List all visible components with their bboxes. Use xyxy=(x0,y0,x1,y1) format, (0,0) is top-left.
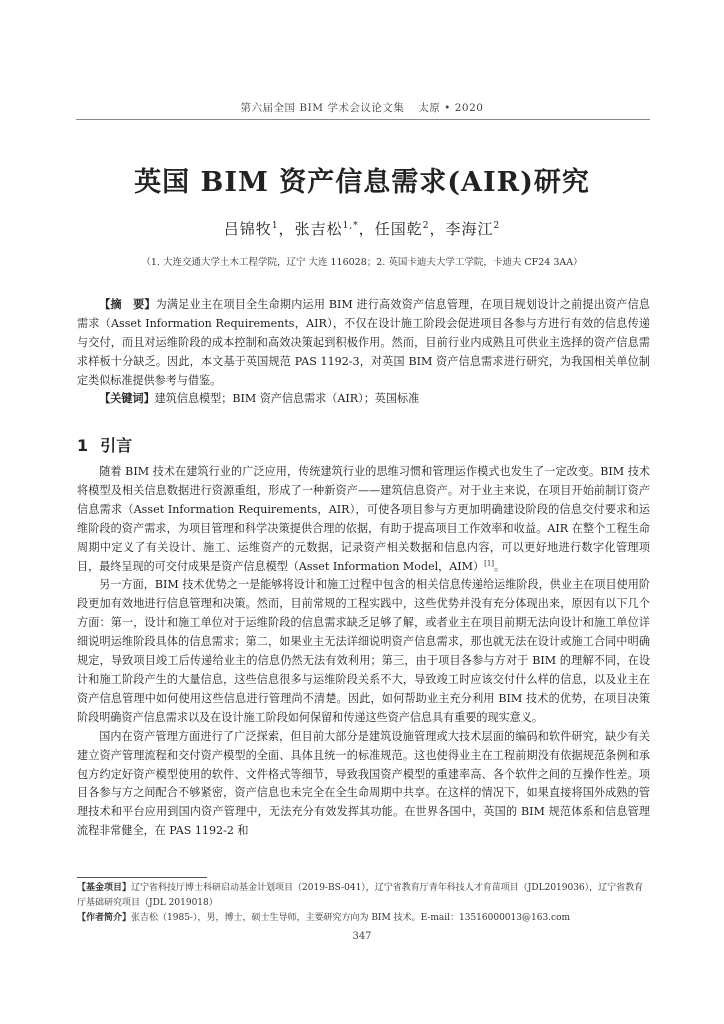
author-list: 吕锦牧$^1$，张吉松$^{1,*}$，任国乾$^2$，李海江$^2$ xyxy=(223,220,501,238)
citation[interactable]: [1] xyxy=(484,558,495,567)
author-1: 吕锦牧$^1$ xyxy=(223,220,279,238)
paper-title: 英国 BIM 资产信息需求(AIR)研究 xyxy=(134,167,590,198)
abstract-text: 为满足业主在项目全生命期内运用 BIM 进行高效资产信息管理，在项目规划设计之前提出资产信息需求（Asset Information Requirements，AIR），不仅在设计施工阶段会促进项目各参与方进行有效的信息传递与交付，而且对运维阶段的成本控制和高效决策起到积极作用。然而，目前行业内成熟且可供业主选择的资产信息需求样板十分缺乏。因此，本文基于英国规范 PAS 1192-3，对英国 BIM 资产信息需求进行研究，为我国相关单位制定类似标准提供参考与借鉴。 xyxy=(77,298,650,387)
paragraph-3: 国内在资产管理方面进行了广泛探索，但目前大部分是建筑设施管理或大技术层面的编码和软件研究，缺少有关建立资产管理流程和交付资产模型的全面、具体且统一的标准规范。这也使得业主在工程前期没有依据规范条例和承包方约定好资产模型使用的软件、文件格式等细节，导致我国资产模型的重建率高、各个软件之间的互操作性差。项目各参与方之间配合不够紧密，资产信息也未完全在全生命周期中共享。在这样的情况下，如果直接将国外成熟的管理技术和平台应用到国内资产管理中，无法充分有效发挥其功能。在世界各国中，英国的 BIM 规范体系和信息管理流程非常健全，在 PAS 1192-2 和 xyxy=(77,729,650,838)
author-3: 任国乾$^2$ xyxy=(374,220,430,238)
page-number: 347 xyxy=(352,931,372,942)
affiliation: （1. 大连交通大学土木工程学院，辽宁 大连 116028；2. 英国卡迪夫大学工学院，卡迪夫 CF24 3AA） xyxy=(141,257,583,268)
section-heading xyxy=(77,433,132,456)
keywords-text: 建筑信息模型；BIM 资产信息需求（AIR）；英国标准 xyxy=(154,392,420,405)
journal-name: 第六届全国 BIM 学术会议论文集 xyxy=(240,102,405,114)
author-note: 【作者简介】张吉松（1985-），男，博士，硕士生导师，主要研究方向为 BIM 技术。E-mail：13516000013@163.com xyxy=(77,913,571,923)
body-text xyxy=(77,463,650,841)
footnote-rule xyxy=(77,877,207,878)
author-2: 张吉松$^{1,*}$ xyxy=(294,220,359,238)
abstract-label: 【摘 要】 xyxy=(99,298,156,311)
abstract xyxy=(77,295,650,390)
paragraph-1: 随着 BIM 技术在建筑行业的广泛应用，传统建筑行业的思维习惯和管理运作模式也发生了一定改变。BIM 技术将模型及相关信息数据进行资源重组，形成了一种新资产——建筑信息资产。对于业主来说，在项目开始前制订资产信息需求（Asset Information Requirements，AIR），可使各项目参与方更加明确建设阶段的信息交付要求和运维阶段的资产需求，为项目管理和科学决策提供合理的依据，有助于提高项目工作效率和收益。AIR 在整个工程生命周期中定义了有关设计、施工、运维资产的元数据，记录资产相关数据和信息内容，可以更好地进行数字化管理项目，最终呈现的可交付成果是资产信息模型（Asset Information Model，AIM）[1]。 xyxy=(77,465,650,573)
conference-location: 太原 • 2020 xyxy=(418,102,484,114)
running-head xyxy=(0,100,724,115)
header-rule xyxy=(76,119,650,120)
keywords xyxy=(77,389,650,408)
fund-note: 【基金项目】辽宁省科技厅博士科研启动基金计划项目（2019-BS-041），辽宁省教育厅青年科技人才育苗项目（JDL2019036），辽宁省教育厅基础研究项目（JDL 2019018） xyxy=(77,883,644,908)
section-title: 引言 xyxy=(100,436,133,455)
paragraph-2: 另一方面，BIM 技术优势之一是能够将设计和施工过程中包含的相关信息传递给运维阶段，供业主在项目使用阶段更加有效地进行信息管理和决策。然而，目前常规的工程实践中，这些优势并没有充分体现出来，原因有以下几个方面：第一，设计和施工单位对于运维阶段的信息需求缺乏足够了解，或者业主在项目前期无法向设计和施工单位详细说明运维阶段具体的信息需求；第二，如果业主无法详细说明资产信息需求，那也就无法在设计或施工合同中明确规定，导致项目竣工后传递给业主的信息仍然无法有效利用；第三，由于项目各参与方对于 BIM 的理解不同，在设计和施工阶段产生的大量信息，这些信息很多与运维阶段关系不大，导致竣工时应该交付什么样的信息，以及业主在资产信息管理中如何使用这些信息进行管理尚不清楚。因此，如何帮助业主充分利用 BIM 技术的优势，在项目决策阶段明确资产信息需求以及在设计施工阶段如何保留和传递这些资产信息具有重要的现实意义。 xyxy=(77,578,650,724)
footnotes xyxy=(77,881,650,926)
author-4: 李海江$^2$ xyxy=(445,220,501,238)
section-number: 1 xyxy=(77,436,89,455)
keywords-label: 【关键词】 xyxy=(99,392,155,405)
